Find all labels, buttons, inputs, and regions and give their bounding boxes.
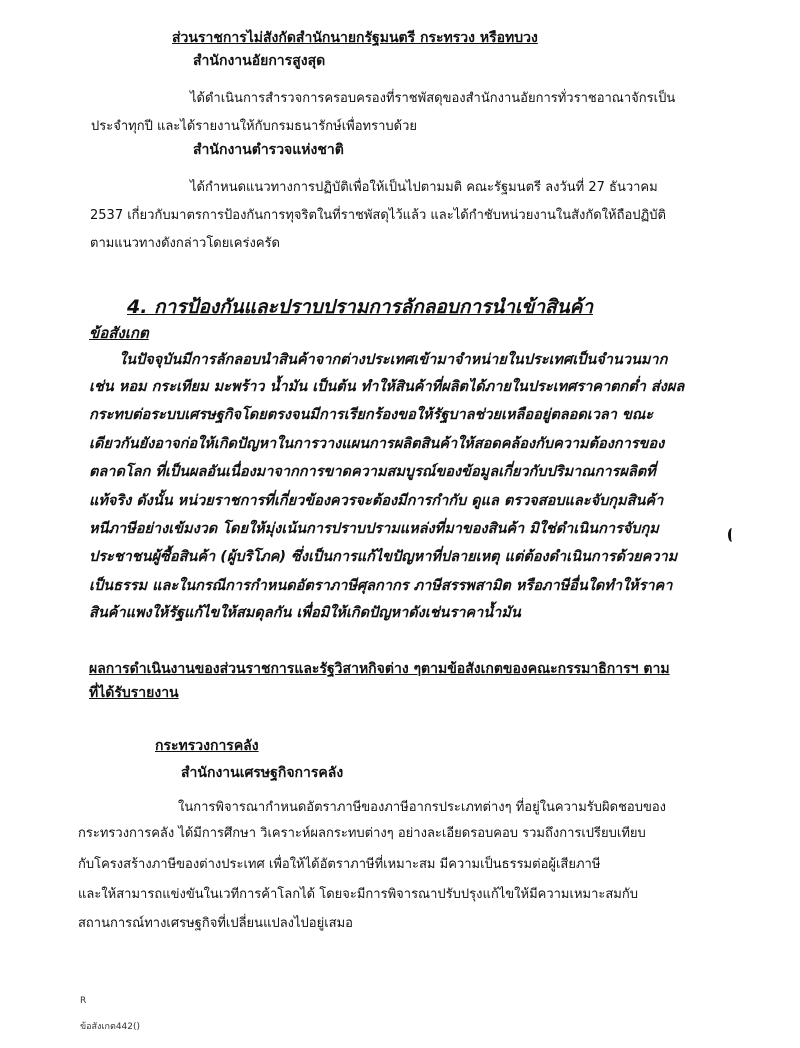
observation-line: เช่น หอม กระเทียม มะพร้าว น้ำมัน เป็นต้น ทำให้สินค้าที่ผลิตได้ภายในประเทศราคาตกต่ำ ส่งผล [89,379,685,395]
paragraph-line: กระทรวงการคลัง ได้มีการศึกษา วิเคราะห์ผลกระทบต่างๆ อย่างละเอียดรอบคอบ รวมถึงการเปรียบเทียบ [78,826,646,841]
paragraph-line: และให้สามารถแข่งขันในเวทีการค้าโลกได้ โดยจะมีการพิจารณาปรับปรุงแก้ไขให้มีความเหมาะสมกับ [78,887,638,902]
observation-line: เดียวกันยังอาจก่อให้เกิดปัญหาในการวางแผนการผลิตสินค้าให้สอดคล้องกับความต้องการของ [89,436,665,452]
heading-attorney-general: สำนักงานอัยการสูงสุด [193,53,326,69]
footer-initial: R [80,996,87,1006]
office-name: สำนักงานเศรษฐกิจการคลัง [181,765,344,781]
observation-line: เป็นธรรม และในกรณีการกำหนดอัตราภาษีศุลกากร ภาษีสรรพสามิต หรือภาษีอื่นใดทำให้ราคา [89,578,673,594]
section-group-title: ส่วนราชการไม่สังกัดสำนักนายกรัฐมนตรี กระทรวง หรือทบวง [172,30,538,46]
ministry-name: กระทรวงการคลัง [155,738,259,754]
results-heading-line: ผลการดำเนินงานของส่วนราชการและรัฐวิสาหกิจต่าง ๆตามข้อสังเกตของคณะกรรมาธิการฯ ตาม [89,661,670,677]
heading-national-police: สำนักงานตำรวจแห่งชาติ [193,142,344,158]
observation-line: สินค้าแพงให้รัฐแก้ไขให้สมดุลกัน เพื่อมิให้เกิดปัญหาดังเช่นราคาน้ำมัน [89,605,521,621]
paragraph-line: 2537 เกี่ยวกับมาตรการป้องกันการทุจริตในที่ราชพัสดุไว้แล้ว และได้กำชับหน่วยงานในสังกัดให้ถือปฏิบัติ [90,208,666,223]
observation-line: หนีภาษีอย่างเข้มงวด โดยให้มุ่งเน้นการปราบปรามแหล่งที่มาของสินค้า มิใช่ดำเนินการจับกุม [89,521,659,537]
paragraph-line: ได้กำหนดแนวทางการปฏิบัติเพื่อให้เป็นไปตามมติ คณะรัฐมนตรี ลงวันที่ 27 ธันวาคม [190,180,658,195]
paragraph-line: ได้ดำเนินการสำรวจการครอบครองที่ราชพัสดุของสำนักงานอัยการทั่วราชอาณาจักรเป็น [190,91,676,106]
paragraph-line: สถานการณ์ทางเศรษฐกิจที่เปลี่ยนแปลงไปอยู่เสมอ [78,916,353,931]
observation-line: ในปัจจุบันมีการลักลอบนำสินค้าจากต่างประเทศเข้ามาจำหน่ายในประเทศเป็นจำนวนมาก [119,352,668,368]
observation-line: แท้จริง ดังนั้น หน่วยราชการที่เกี่ยวข้องควรจะต้องมีการกำกับ ดูแล ตรวจสอบและจับกุมสินค้า [89,493,664,509]
topic-title: 4. การป้องกันและปราบปรามการลักลอบการนำเข้าสินค้า [127,296,594,318]
observation-label: ข้อสังเกต [89,324,149,342]
paragraph-line: ในการพิจารณากำหนดอัตราภาษีของภาษีอากรประเภทต่างๆ ที่อยู่ในความรับผิดชอบของ [178,800,667,815]
footer-filename: ข้อสังเกต442() [80,1022,141,1032]
results-heading-line: ที่ได้รับรายงาน [89,685,179,701]
paragraph-line: กับโครงสร้างภาษีของต่างประเทศ เพื่อให้ได้อัตราภาษีที่เหมาะสม มีความเป็นธรรมต่อผู้เสียภาษี [78,857,601,872]
margin-mark [728,528,736,542]
paragraph-line: ตามแนวทางดังกล่าวโดยเคร่งครัด [90,236,280,251]
observation-line: กระทบต่อระบบเศรษฐกิจโดยตรงจนมีการเรียกร้องขอให้รัฐบาลช่วยเหลืออยู่ตลอดเวลา ขณะ [89,407,654,423]
paragraph-line: ประจำทุกปี และได้รายงานให้กับกรมธนารักษ์เพื่อทราบด้วย [91,119,417,134]
observation-line: ตลาดโลก ที่เป็นผลอันเนื่องมาจากการขาดความสมบูรณ์ของข้อมูลเกี่ยวกับปริมาณการผลิตที่ [89,464,656,480]
observation-line: ประชาชนผู้ซื้อสินค้า (ผู้บริโภค) ซึ่งเป็นการแก้ไขปัญหาที่ปลายเหตุ แต่ต้องดำเนินการด้วยความ [89,549,678,565]
